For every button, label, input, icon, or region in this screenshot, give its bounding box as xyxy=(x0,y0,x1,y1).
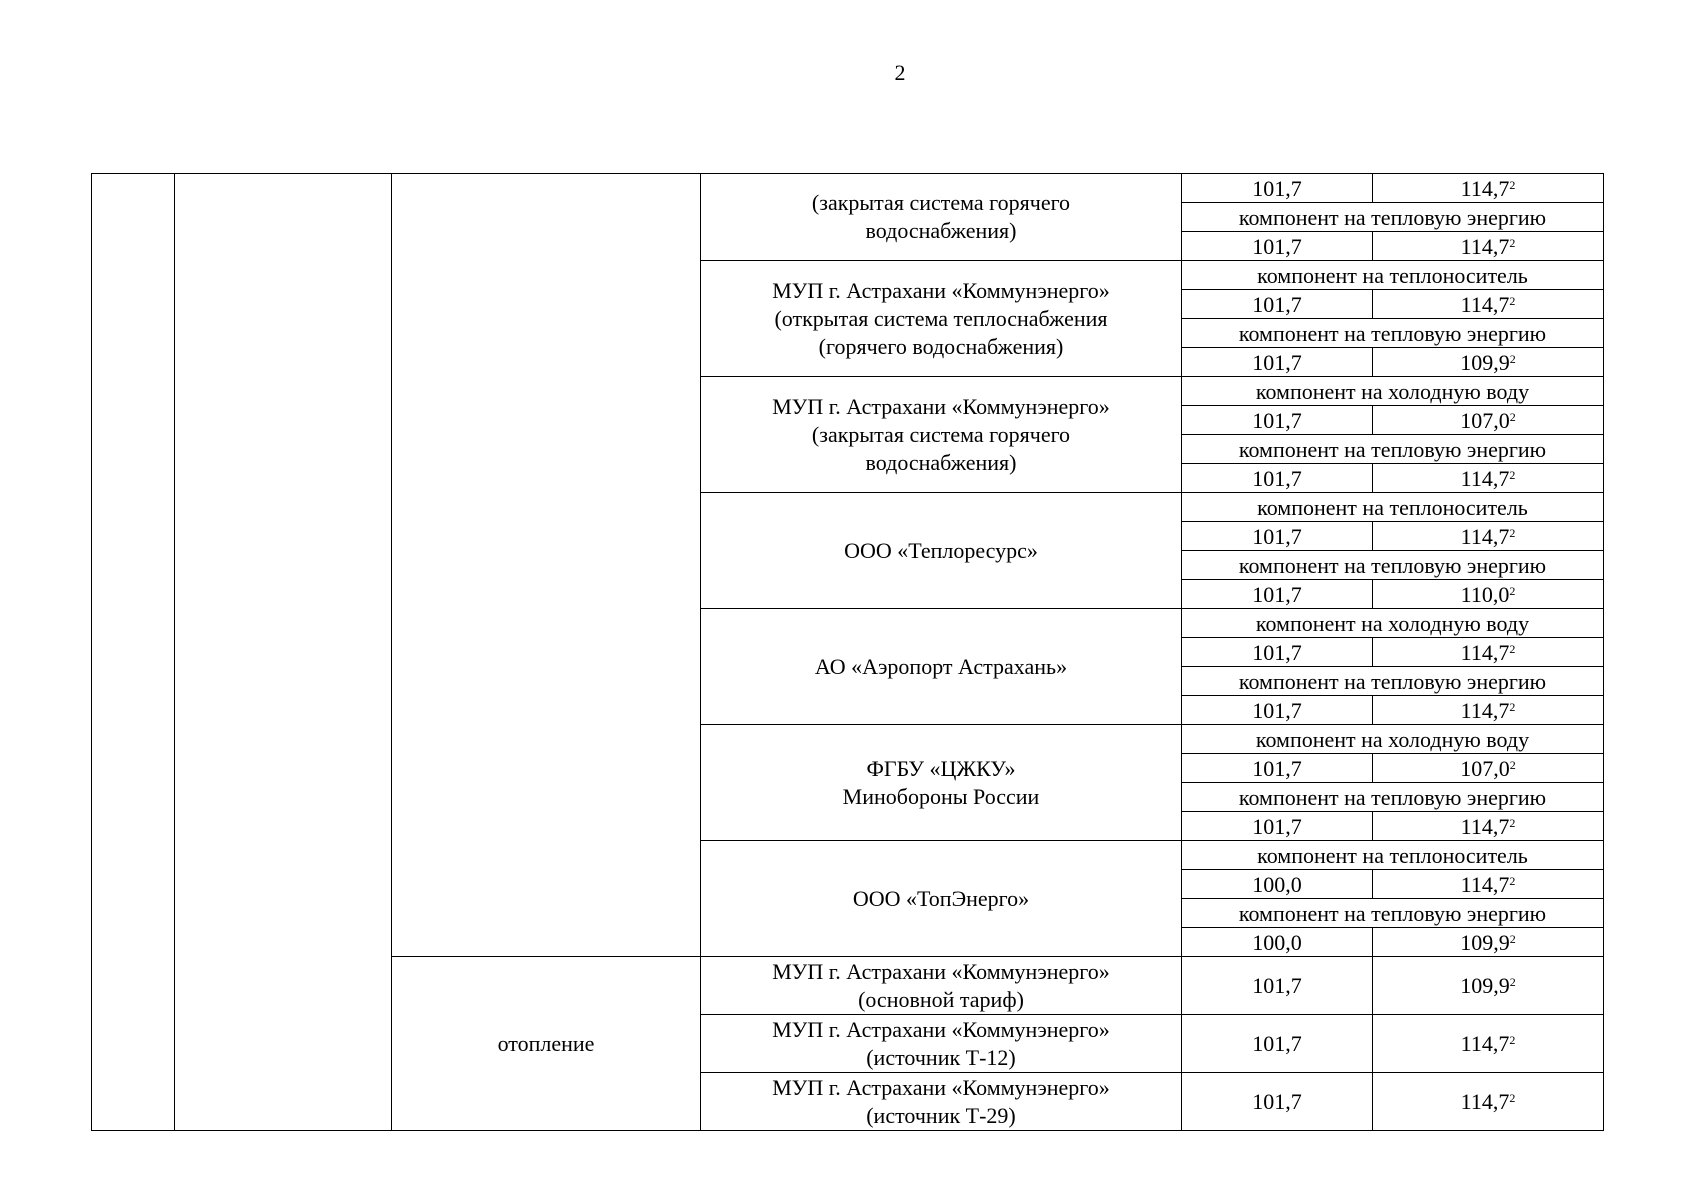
footnote-mark: 2 xyxy=(1509,583,1516,598)
max-index-value-cell-text: 114,7 xyxy=(1460,697,1510,723)
page-number: 2 xyxy=(894,60,906,85)
footnote-mark: 2 xyxy=(1509,525,1516,540)
footnote-mark: 2 xyxy=(1509,177,1516,192)
max-index-value-cell-text: 114,7 xyxy=(1460,175,1510,201)
index-value-cell xyxy=(1182,1015,1373,1073)
index-value-cell xyxy=(1182,638,1373,667)
component-label-cell: компонент на теплоноситель xyxy=(1182,493,1604,522)
org-name-cell xyxy=(701,609,1182,725)
max-index-value-cell xyxy=(1373,464,1604,493)
index-value-cell xyxy=(1182,580,1373,609)
max-index-value-cell xyxy=(1373,1015,1604,1073)
org-name-cell xyxy=(701,1073,1182,1131)
index-value-cell-text: 101,7 xyxy=(1252,639,1302,665)
tariff-table xyxy=(91,173,1604,1131)
max-index-value-cell xyxy=(1373,754,1604,783)
org-name-text: АО «Аэропорт Астрахань» xyxy=(814,653,1068,679)
col-territory-cell xyxy=(175,174,392,1131)
footnote-mark: 2 xyxy=(1509,815,1516,830)
org-name-text: ООО «Теплоресурс» xyxy=(844,537,1038,563)
component-label-cell: компонент на тепловую энергию xyxy=(1182,551,1604,580)
org-name-text: МУП г. Астрахани «Коммунэнерго» (основной тариф) xyxy=(772,958,1110,1012)
footnote-mark: 2 xyxy=(1509,641,1516,656)
index-value-cell xyxy=(1182,812,1373,841)
org-name-text: МУП г. Астрахани «Коммунэнерго» (открытая система теплоснабжения (горячего водоснабжения) xyxy=(772,277,1110,359)
org-name-cell xyxy=(701,174,1182,261)
index-value-cell-text: 101,7 xyxy=(1252,1031,1302,1056)
index-value-cell xyxy=(1182,1073,1373,1131)
footnote-mark: 2 xyxy=(1509,235,1516,250)
footnote-mark: 2 xyxy=(1509,351,1516,366)
max-index-value-cell-text: 109,9 xyxy=(1460,349,1510,375)
index-value-cell-text: 101,7 xyxy=(1252,407,1302,433)
max-index-value-cell-text: 114,7 xyxy=(1460,233,1510,259)
component-label-cell: компонент на холодную воду xyxy=(1182,609,1604,638)
index-value-cell xyxy=(1182,957,1373,1015)
max-index-value-cell xyxy=(1373,957,1604,1015)
footnote-mark: 2 xyxy=(1509,467,1516,482)
max-index-value-cell-text: 114,7 xyxy=(1460,1089,1510,1114)
max-index-value-cell-text: 107,0 xyxy=(1460,755,1510,781)
index-value-cell xyxy=(1182,406,1373,435)
max-index-value-cell xyxy=(1373,812,1604,841)
max-index-value-cell-text: 114,7 xyxy=(1460,465,1510,491)
max-index-value-cell-text: 114,7 xyxy=(1460,523,1510,549)
max-index-value-cell xyxy=(1373,580,1604,609)
org-name-cell xyxy=(701,1015,1182,1073)
component-label-cell: компонент на холодную воду xyxy=(1182,377,1604,406)
index-value-cell xyxy=(1182,754,1373,783)
max-index-value-cell-text: 114,7 xyxy=(1460,1031,1510,1056)
org-name-text: МУП г. Астрахани «Коммунэнерго» (закрытая система горячего водоснабжения) xyxy=(772,393,1110,475)
index-value-cell-text: 101,7 xyxy=(1252,1089,1302,1114)
org-name-text: ФГБУ «ЦЖКУ» Минобороны России xyxy=(842,755,1040,809)
index-value-cell-text: 101,7 xyxy=(1252,291,1302,317)
component-label-cell: компонент на теплоноситель xyxy=(1182,841,1604,870)
max-index-value-cell xyxy=(1373,174,1604,203)
footnote-mark: 2 xyxy=(1509,873,1516,888)
index-value-cell-text: 101,7 xyxy=(1252,349,1302,375)
org-name-cell xyxy=(701,725,1182,841)
footnote-mark: 2 xyxy=(1509,1032,1516,1047)
max-index-value-cell xyxy=(1373,406,1604,435)
col-number-cell xyxy=(92,174,175,1131)
index-value-cell xyxy=(1182,928,1373,957)
max-index-value-cell-text: 114,7 xyxy=(1460,871,1510,897)
index-value-cell xyxy=(1182,464,1373,493)
index-value-cell-text: 101,7 xyxy=(1252,523,1302,549)
index-value-cell-text: 101,7 xyxy=(1252,465,1302,491)
max-index-value-cell xyxy=(1373,638,1604,667)
component-label-cell: компонент на холодную воду xyxy=(1182,725,1604,754)
org-name-cell xyxy=(701,261,1182,377)
table-row xyxy=(92,174,1604,203)
index-value-cell-text: 101,7 xyxy=(1252,233,1302,259)
max-index-value-cell-text: 114,7 xyxy=(1460,639,1510,665)
footnote-mark: 2 xyxy=(1509,757,1516,772)
component-label-cell: компонент на тепловую энергию xyxy=(1182,203,1604,232)
org-name-cell xyxy=(701,377,1182,493)
component-label-cell: компонент на тепловую энергию xyxy=(1182,899,1604,928)
index-value-cell xyxy=(1182,290,1373,319)
max-index-value-cell xyxy=(1373,348,1604,377)
index-value-cell xyxy=(1182,232,1373,261)
index-value-cell-text: 101,7 xyxy=(1252,697,1302,723)
max-index-value-cell xyxy=(1373,696,1604,725)
max-index-value-cell xyxy=(1373,232,1604,261)
max-index-value-cell xyxy=(1373,928,1604,957)
component-label-cell: компонент на теплоноситель xyxy=(1182,261,1604,290)
index-value-cell-text: 100,0 xyxy=(1252,871,1302,897)
org-name-cell xyxy=(701,957,1182,1015)
max-index-value-cell-text: 114,7 xyxy=(1460,813,1510,839)
index-value-cell xyxy=(1182,696,1373,725)
index-value-cell-text: 101,7 xyxy=(1252,755,1302,781)
component-label-cell: компонент на тепловую энергию xyxy=(1182,435,1604,464)
org-name-text: МУП г. Астрахани «Коммунэнерго» (источник Т-12) xyxy=(772,1016,1110,1070)
max-index-value-cell xyxy=(1373,870,1604,899)
org-name-text: МУП г. Астрахани «Коммунэнерго» (источник Т-29) xyxy=(772,1074,1110,1128)
index-value-cell-text: 100,0 xyxy=(1252,929,1302,955)
component-label-cell: компонент на тепловую энергию xyxy=(1182,783,1604,812)
index-value-cell xyxy=(1182,348,1373,377)
service-name-cell: отопление xyxy=(392,957,701,1131)
footnote-mark: 2 xyxy=(1509,931,1516,946)
index-value-cell xyxy=(1182,870,1373,899)
component-label-cell: компонент на тепловую энергию xyxy=(1182,319,1604,348)
footnote-mark: 2 xyxy=(1509,974,1516,989)
org-name-text: (закрытая система горячего водоснабжения) xyxy=(811,190,1071,243)
footnote-mark: 2 xyxy=(1509,293,1516,308)
max-index-value-cell-text: 114,7 xyxy=(1460,291,1510,317)
org-name-text: ООО «ТопЭнерго» xyxy=(852,885,1030,911)
org-name-cell xyxy=(701,841,1182,957)
footnote-mark: 2 xyxy=(1509,409,1516,424)
index-value-cell xyxy=(1182,522,1373,551)
max-index-value-cell-text: 109,9 xyxy=(1460,973,1510,998)
tariff-table-body xyxy=(92,174,1604,1131)
org-name-cell xyxy=(701,493,1182,609)
footnote-mark: 2 xyxy=(1509,699,1516,714)
index-value-cell-text: 101,7 xyxy=(1252,581,1302,607)
component-label-cell: компонент на тепловую энергию xyxy=(1182,667,1604,696)
max-index-value-cell-text: 107,0 xyxy=(1460,407,1510,433)
max-index-value-cell-text: 110,0 xyxy=(1460,581,1510,607)
max-index-value-cell-text: 109,9 xyxy=(1460,929,1510,955)
col-service-cell xyxy=(392,174,701,957)
max-index-value-cell xyxy=(1373,522,1604,551)
index-value-cell xyxy=(1182,174,1373,203)
max-index-value-cell xyxy=(1373,290,1604,319)
index-value-cell-text: 101,7 xyxy=(1252,813,1302,839)
max-index-value-cell xyxy=(1373,1073,1604,1131)
footnote-mark: 2 xyxy=(1509,1090,1516,1105)
index-value-cell-text: 101,7 xyxy=(1252,175,1302,201)
index-value-cell-text: 101,7 xyxy=(1252,973,1302,998)
